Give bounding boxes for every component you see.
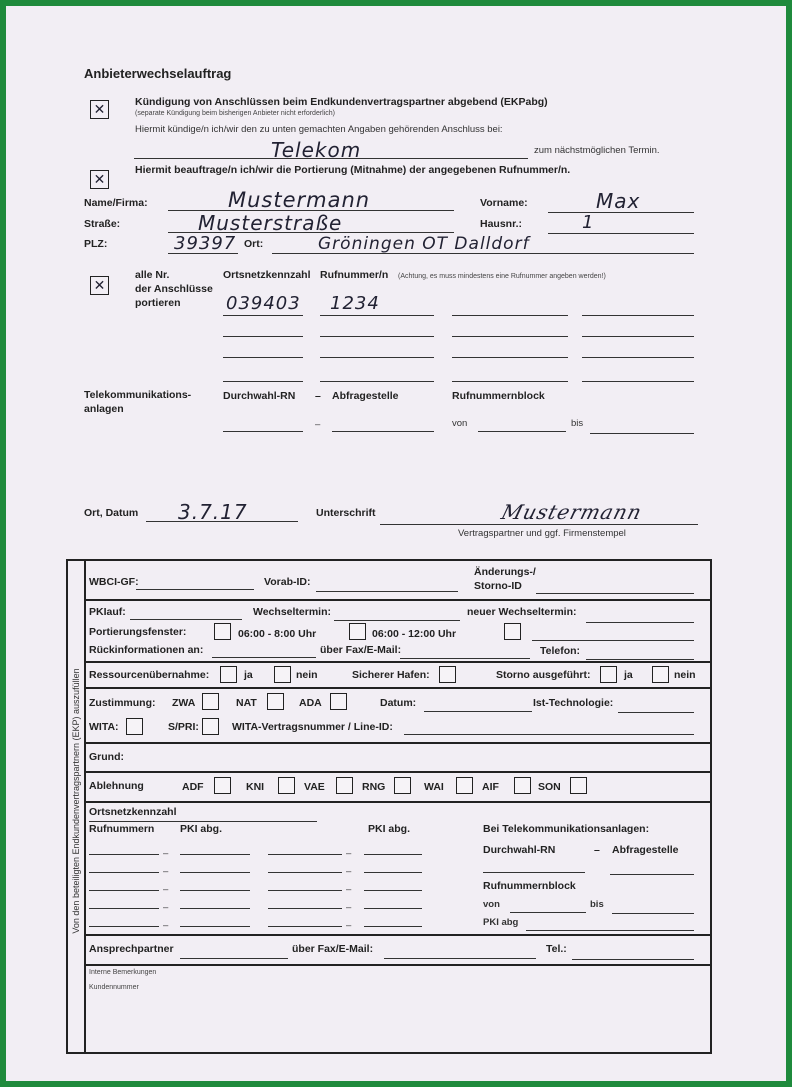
ekp-number-field[interactable] — [364, 872, 422, 873]
vorname-value: Max — [596, 189, 641, 213]
ist-technologie-label: Ist-Technologie: — [533, 697, 614, 709]
ressourcen-ja-label: ja — [244, 669, 253, 681]
ekp-box-left — [66, 559, 68, 1053]
number-field[interactable] — [582, 315, 694, 316]
durchwahl-field[interactable] — [223, 431, 303, 432]
portierungsfenster-label: Portierungsfenster: — [89, 626, 187, 638]
ekp-number-field[interactable] — [89, 926, 159, 927]
tk-label-2: anlagen — [84, 403, 124, 415]
onkz-label-ekp: Ortsnetzkennzahl — [89, 806, 177, 818]
hausnr-label: Hausnr.: — [480, 218, 523, 230]
ekp-row-separator — [84, 801, 710, 803]
dash-separator: – — [163, 884, 169, 895]
ablehnung-code-label: VAE — [304, 781, 325, 793]
number-field[interactable] — [582, 336, 694, 337]
storno-ja-label: ja — [624, 669, 633, 681]
bis-label-ekp: bis — [590, 899, 604, 910]
ekp-number-field[interactable] — [180, 854, 250, 855]
durchwahl-label: Durchwahl-RN — [223, 390, 296, 402]
ablehnung-code-checkbox[interactable] — [394, 777, 411, 794]
kuendigung-text: Hiermit kündige/n ich/wir den zu unten gemachten Angaben gehörenden Anschluss bei: — [135, 124, 503, 135]
datum-field-ekp[interactable] — [424, 711, 532, 712]
datum-field[interactable] — [146, 521, 298, 522]
von-field[interactable] — [478, 431, 566, 432]
ablehnung-code-checkbox[interactable] — [336, 777, 353, 794]
hausnr-value: 1 — [582, 212, 595, 233]
signature-value: Mustermann — [498, 500, 645, 524]
number-field[interactable] — [452, 381, 568, 382]
fax2-label: über Fax/E-Mail: — [292, 943, 374, 955]
ressourcen-label: Ressourcenübernahme: — [89, 669, 210, 681]
number-field[interactable] — [320, 381, 434, 382]
storno-label: Storno ausgeführt: — [496, 669, 591, 681]
neuer-wechseltermin-label: neuer Wechseltermin: — [467, 606, 577, 618]
window3-field[interactable] — [532, 640, 694, 641]
datum-value: 3.7.17 — [178, 500, 248, 524]
abfrage-field[interactable] — [332, 431, 434, 432]
number-field[interactable] — [223, 357, 303, 358]
ada-label: ADA — [299, 697, 322, 709]
ist-technologie-field[interactable] — [618, 712, 694, 713]
ekp-number-field[interactable] — [89, 908, 159, 909]
wechseltermin-field[interactable] — [334, 620, 460, 621]
ablehnung-code-checkbox[interactable] — [570, 777, 587, 794]
onkz-field-ekp[interactable] — [89, 821, 317, 822]
vorname-field[interactable] — [548, 212, 694, 213]
ekp-number-field[interactable] — [180, 926, 250, 927]
ablehnung-code-label: WAI — [424, 781, 444, 793]
ablehnung-code-checkbox[interactable] — [214, 777, 231, 794]
wechseltermin-label: Wechseltermin: — [253, 606, 331, 618]
dash-separator: – — [346, 902, 352, 913]
onkz-value: 039403 — [226, 293, 301, 314]
hafen-label: Sicherer Hafen: — [352, 669, 430, 681]
onkz-label: Ortsnetzkennzahl — [223, 269, 311, 281]
ekp-number-field[interactable] — [364, 908, 422, 909]
ekp-number-field[interactable] — [89, 890, 159, 891]
dash-separator: – — [163, 848, 169, 859]
rufnummer-value: 1234 — [330, 293, 380, 314]
fax-label: über Fax/E-Mail: — [320, 644, 402, 656]
dash-separator: – — [163, 920, 169, 931]
name-value: Mustermann — [228, 188, 371, 212]
durchwahl-label-ekp: Durchwahl-RN — [483, 844, 556, 856]
fax2-field[interactable] — [384, 958, 536, 959]
dash-1: – — [315, 390, 321, 402]
aenderung-label-2: Storno-ID — [474, 580, 522, 592]
ort-field[interactable] — [272, 253, 694, 254]
stamp-label: Vertragspartner und ggf. Firmenstempel — [458, 528, 626, 539]
rueckinfo-label: Rückinformationen an: — [89, 644, 204, 656]
ablehnung-code-checkbox[interactable] — [278, 777, 295, 794]
number-field[interactable] — [223, 381, 303, 382]
von-field-ekp[interactable] — [510, 912, 586, 913]
ekp-number-field[interactable] — [180, 872, 250, 873]
ort-datum-label: Ort, Datum — [84, 507, 139, 519]
dash-separator: – — [346, 884, 352, 895]
nat-label: NAT — [236, 697, 257, 709]
anschluesse-label: der Anschlüsse — [135, 283, 213, 295]
provider-suffix: zum nächstmöglichen Termin. — [534, 145, 660, 156]
unterschrift-label: Unterschrift — [316, 507, 376, 519]
number-field[interactable] — [452, 357, 568, 358]
block-label: Rufnummernblock — [452, 390, 545, 402]
ressourcen-ja-checkbox[interactable] — [220, 666, 237, 683]
tk-label-1: Telekommunikations- — [84, 389, 192, 401]
number-field[interactable] — [452, 315, 568, 316]
wbci-label: WBCI-GF: — [89, 576, 139, 588]
intern-label: Interne Bemerkungen — [89, 969, 157, 976]
wita-label: WITA: — [89, 721, 119, 733]
provider-value: Telekom — [271, 138, 362, 162]
name-label: Name/Firma: — [84, 197, 148, 209]
kunden-label: Kundennummer — [89, 984, 139, 991]
vorab-field[interactable] — [316, 591, 458, 592]
signature-field[interactable] — [380, 524, 698, 525]
ekp-row-separator — [84, 934, 710, 936]
check-mark-icon: ✕ — [93, 277, 106, 293]
ablehnung-code-checkbox[interactable] — [514, 777, 531, 794]
neuer-wechseltermin-field[interactable] — [586, 622, 694, 623]
provider-field[interactable] — [134, 158, 528, 159]
window1-label: 06:00 - 8:00 Uhr — [238, 628, 317, 640]
ekp-number-field[interactable] — [89, 872, 159, 873]
ekp-number-field[interactable] — [268, 854, 342, 855]
window2-label: 06:00 - 12:00 Uhr — [372, 628, 457, 640]
ansprech-field[interactable] — [180, 958, 288, 959]
vorname-label: Vorname: — [480, 197, 528, 209]
pki-abg3-field[interactable] — [526, 930, 694, 931]
kuendigung-note: (separate Kündigung beim bisherigen Anbieter nicht erforderlich) — [135, 110, 336, 117]
datum-label-ekp: Datum: — [380, 697, 417, 709]
fax-field[interactable] — [400, 658, 530, 659]
ekp-number-field[interactable] — [268, 908, 342, 909]
form-page — [6, 6, 786, 1081]
rufnummer-label: Rufnummer/n — [320, 269, 389, 281]
ressourcen-nein-checkbox[interactable] — [274, 666, 291, 683]
form-title: Anbieterwechselauftrag — [84, 66, 232, 81]
dash-separator: – — [346, 866, 352, 877]
pki-abg-label: PKI abg. — [180, 823, 223, 835]
ekp-row-separator — [84, 964, 710, 966]
tel-field[interactable] — [572, 959, 694, 960]
pki-abg2-label: PKI abg. — [368, 823, 411, 835]
window1-checkbox[interactable] — [214, 623, 231, 640]
tel-label: Tel.: — [546, 943, 567, 955]
check-mark-icon: ✕ — [93, 171, 106, 187]
number-field[interactable] — [223, 336, 303, 337]
wbci-field[interactable] — [136, 589, 254, 590]
hausnr-field[interactable] — [548, 233, 694, 234]
plz-field[interactable] — [168, 253, 238, 254]
kuendigung-checkbox[interactable] — [90, 100, 109, 119]
strasse-label: Straße: — [84, 218, 121, 230]
ekp-row-separator — [84, 742, 710, 744]
rueckinfo-field[interactable] — [212, 657, 316, 658]
zwa-checkbox[interactable] — [202, 693, 219, 710]
alle-nr-checkbox[interactable] — [90, 276, 109, 295]
abfrage-label: Abfragestelle — [332, 390, 399, 402]
number-field[interactable] — [452, 336, 568, 337]
check-mark-icon: ✕ — [93, 101, 106, 117]
bei-tk-label: Bei Telekommunikationsanlagen: — [483, 823, 650, 835]
ekp-row-separator — [84, 687, 710, 689]
zustimmung-label: Zustimmung: — [89, 697, 156, 709]
number-field[interactable] — [223, 315, 303, 316]
ekp-row-separator — [84, 661, 710, 663]
portierung-text: Hiermit beauftrage/n ich/wir die Portierung (Mitnahme) der angegebenen Rufnummer/n. — [135, 164, 571, 176]
von-label-ekp: von — [483, 899, 500, 910]
pkiauf-label: PKIauf: — [89, 606, 126, 618]
spri-label: S/PRI: — [168, 721, 199, 733]
aenderung-field[interactable] — [536, 593, 694, 594]
ekp-side-label: Von den beteiligten Endkundenvertragspartnern (EKP) auszufüllen — [71, 668, 81, 934]
ablehnung-label: Ablehnung — [89, 780, 144, 792]
durchwahl-field-ekp[interactable] — [483, 872, 585, 873]
ekp-number-field[interactable] — [364, 854, 422, 855]
pkiauf-field[interactable] — [130, 619, 242, 620]
ressourcen-nein-label: nein — [296, 669, 318, 681]
ekp-box-top — [66, 559, 712, 561]
nat-checkbox[interactable] — [267, 693, 284, 710]
ekp-number-field[interactable] — [89, 854, 159, 855]
spri-checkbox[interactable] — [202, 718, 219, 735]
plz-value: 39397 — [174, 233, 237, 254]
ekp-number-field[interactable] — [180, 890, 250, 891]
grund-label: Grund: — [89, 751, 124, 763]
storno-nein-label: nein — [674, 669, 696, 681]
wita-nr-label: WITA-Vertragsnummer / Line-ID: — [232, 721, 393, 733]
window2-checkbox[interactable] — [349, 623, 366, 640]
ort-value: Gröningen OT Dalldorf — [318, 234, 530, 254]
ekp-row-separator — [84, 771, 710, 773]
rufnummern-label: Rufnummern — [89, 823, 155, 835]
dash-ekp: – — [594, 844, 600, 856]
dash-separator: – — [163, 902, 169, 913]
dash-separator: – — [346, 920, 352, 931]
rufnummer-note: (Achtung, es muss mindestens eine Rufnummer angeben werden!) — [398, 273, 606, 280]
pki-abg3-label: PKI abg — [483, 917, 519, 928]
dash-separator: – — [346, 848, 352, 859]
ablehnung-code-checkbox[interactable] — [456, 777, 473, 794]
ekp-box-inner-left — [84, 559, 86, 1053]
zwa-label: ZWA — [172, 697, 196, 709]
number-field[interactable] — [582, 357, 694, 358]
ekp-number-field[interactable] — [268, 890, 342, 891]
bis-field[interactable] — [590, 433, 694, 434]
dash-separator: – — [163, 866, 169, 877]
ekp-number-field[interactable] — [364, 890, 422, 891]
ekp-number-field[interactable] — [180, 908, 250, 909]
ablehnung-code-label: KNI — [246, 781, 265, 793]
ekp-row-separator — [84, 599, 710, 601]
kuendigung-title: Kündigung von Anschlüssen beim Endkundenvertragspartner abgebend (EKPabg) — [135, 96, 548, 108]
dash-2: – — [315, 419, 321, 430]
portieren-label: portieren — [135, 297, 181, 309]
vorab-label: Vorab-ID: — [264, 576, 311, 588]
aenderung-label-1: Änderungs-/ — [474, 566, 536, 578]
ansprech-label: Ansprechpartner — [89, 943, 174, 955]
wita-checkbox[interactable] — [126, 718, 143, 735]
ekp-number-field[interactable] — [268, 926, 342, 927]
storno-nein-checkbox[interactable] — [652, 666, 669, 683]
ekp-number-field[interactable] — [268, 872, 342, 873]
ablehnung-code-label: RNG — [362, 781, 386, 793]
abfrage-label-ekp: Abfragestelle — [612, 844, 679, 856]
ablehnung-code-label: ADF — [182, 781, 204, 793]
number-field[interactable] — [320, 315, 434, 316]
storno-ja-checkbox[interactable] — [600, 666, 617, 683]
bis-label: bis — [571, 418, 584, 429]
abfrage-field-ekp[interactable] — [610, 874, 694, 875]
number-field[interactable] — [320, 357, 434, 358]
number-field[interactable] — [320, 336, 434, 337]
plz-label: PLZ: — [84, 238, 108, 250]
ablehnung-code-label: AIF — [482, 781, 499, 793]
ablehnung-code-label: SON — [538, 781, 561, 793]
ekp-number-field[interactable] — [364, 926, 422, 927]
bis-field-ekp[interactable] — [612, 913, 694, 914]
telefon-field[interactable] — [586, 659, 694, 660]
telefon-label: Telefon: — [540, 645, 581, 657]
alle-nr-label: alle Nr. — [135, 269, 170, 281]
ekp-box-bottom — [66, 1052, 712, 1054]
window3-checkbox[interactable] — [504, 623, 521, 640]
ada-checkbox[interactable] — [330, 693, 347, 710]
block-label-ekp: Rufnummernblock — [483, 880, 576, 892]
number-field[interactable] — [582, 381, 694, 382]
portierung-checkbox[interactable] — [90, 170, 109, 189]
ort-label: Ort: — [244, 238, 264, 250]
von-label: von — [452, 418, 468, 429]
wita-nr-field[interactable] — [404, 734, 694, 735]
ekp-box-right — [710, 559, 712, 1053]
hafen-checkbox[interactable] — [439, 666, 456, 683]
strasse-value: Musterstraße — [198, 211, 343, 235]
